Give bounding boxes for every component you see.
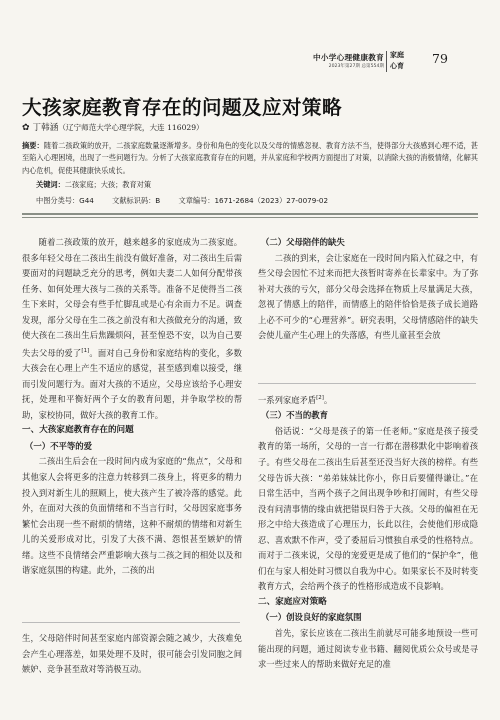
subsection-heading: （二）父母陪伴的缺失 — [261, 237, 345, 247]
paragraph: 二孩出生后会在一段时间内成为家庭的“焦点”，父母和其他家人会将更多的注意力转移到二孩身上，将更多的精力投入到对新生儿的照顾上，使大孩产生了被冷落的感觉。此外，在面对大孩的负面情绪和不当言行时，父母因家庭事务繁忙会出现一些不耐烦的情绪，这种不耐烦的情绪和对新生儿的关爱形成对比，引发了大孩不满、怨恨甚至嫉妒的情绪。这些不良情绪会严重影响大孩与二孩之间的相处以及和谐家庭氛围的构建。此外，二孩的出 — [22, 456, 242, 576]
keywords-text: 二孩家庭；大孩；教育对策 — [64, 180, 152, 189]
abstract-text: 随着二孩政策的放开，二孩家庭数量逐渐增多。身份和角色的变化以及父母的情感忽视、教育方法不当，使得部分大孩感到心理不适，甚至陷入心理困境，出现了一些问题行为。分析了大孩家庭教育存在的问题，并从家庭和学校两方面提出了对策，以消除大孩的消极情绪，化解其内心危机，促使其健康快乐成长。 — [22, 141, 478, 175]
column-separator — [258, 383, 476, 384]
subsection-heading: （一）创设良好的家庭氛围 — [261, 612, 362, 623]
paragraph: 随着二孩政策的放开，越来越多的家庭成为二孩家庭。很多年轻父母在二孩出生前没有做好准备，对二孩出生后需要面对的问题缺乏充分的思考，例如夫妻二人如何分配带孩任务、如何处理大孩与二孩的关系等。准备不足使得当二孩生下来时，父母会有些手忙脚乱或是心有余而力不足。调查发现，部分父母在生二孩之前没有和大孩做充分的沟通，致使大孩在二孩出生后焦躁烦闷，甚至惶恐不安，以为自己要失去父母的爱了[1]。面对自己身份和家庭结构的变化，多数大孩会在心理上产生不适应的感觉，甚至感到难以接受，继而引发问题行为。面对大孩的不适应，父母应该给予心理安抚，处理和平衡好两个子女的教育问题，并争取学校的帮助，家校协同，做好大孩的教育工作。 — [22, 237, 242, 420]
article-number: 文章编号：1671-2684（2023）27-0079-02 — [178, 196, 329, 205]
header-rule — [22, 213, 478, 215]
flower-icon: ✿ — [22, 123, 30, 133]
citation-ref: [1] — [81, 347, 90, 354]
article-title: 大孩家庭教育存在的问题及应对策略 — [22, 96, 343, 119]
journal-issue: 2023年第27期 总第554期 — [328, 64, 384, 69]
document-code: 文献标识码：B — [112, 196, 161, 205]
byline — [22, 121, 204, 133]
section-name: 家庭心育 — [390, 51, 404, 70]
abstract-label: 摘要： — [22, 141, 44, 150]
running-header — [285, 50, 480, 74]
subsection-heading: （三）不当的教育 — [261, 410, 328, 421]
author-name: 丁韩涵 — [32, 123, 59, 133]
clc-number: 中图分类号：G44 — [36, 196, 94, 205]
header-rule-thin — [22, 217, 478, 218]
header-divider — [386, 51, 387, 72]
citation-ref: [2] — [316, 395, 324, 401]
author-affiliation: （辽宁师范大学心理学院，大连 116029） — [58, 123, 204, 132]
subsection-heading: （一）不平等的爱 — [25, 440, 92, 451]
left-column — [22, 235, 242, 579]
right-column — [258, 235, 478, 344]
journal-name: 中小学心理健康教育 — [312, 53, 384, 62]
column-separator — [22, 622, 240, 623]
section-heading: 一、大孩家庭教育存在的问题 — [22, 425, 134, 436]
keywords — [36, 180, 151, 190]
abstract — [22, 140, 478, 177]
left-column-continued — [22, 631, 242, 678]
paragraph: 一系列家庭矛盾[2]。 — [258, 394, 333, 405]
section-heading: 二、家庭应对策略 — [258, 596, 327, 607]
article-metadata — [36, 196, 344, 206]
paragraph: 首先，家长应该在二孩出生前就尽可能多地预设一些可能出现的问题，通过阅读专业书籍、翻阅优质公众号或是寻求一些过来人的帮助来做好充足的准 — [258, 627, 478, 670]
paragraph: 俗话说：“父母是孩子的第一任老师。”家庭是孩子接受教育的第一场所，父母的一言一行都在潜移默化中影响着孩子。有些父母在二孩出生后甚至还没当好大孩的榜样。有些父母告诉大孩：“弟弟妹妹比你小，你日后要懂得谦让。”在日常生活中，当两个孩子之间出现争吵和打闹时，有些父母没有问清事情的缘由就把错误归咎于大孩。父母的偏袒在无形之中给大孩造成了心理压力，长此以往，会使他们形成隐忍、喜欢默不作声，受了委屈后习惯独自承受的性格特点。而对于二孩来说，父母的宠爱更是成了他们的“保护伞”，他们在与家人相处时习惯以自我为中心。如果家长不及时转变教育方式，会给两个孩子的性格形成造成不良影响。 — [258, 425, 478, 592]
right-column-continued — [258, 391, 478, 673]
page-number: 79 — [432, 51, 448, 66]
paragraph: 生，父母陪伴时间甚至家庭内部资源会随之减少，大孩难免会产生心理落差，如果处理不及时，很可能会引发同胞之间嫉妒、竞争甚至敌对等消极互动。 — [22, 633, 242, 675]
keywords-label: 关键词： — [36, 180, 65, 189]
paragraph: 二孩的到来，会让家庭在一段时间内陷入忙碌之中，有些父母会因忙不过来而把大孩暂时寄养在长辈家中。为了弥补对大孩的亏欠，部分父母会选择在物质上尽量满足大孩，忽视了情感上的陪伴，而情感上的陪伴恰恰是孩子成长道路上必不可少的“心理营养”。研究表明，父母情感陪伴的缺失会使儿童产生心理上的失落感，有些儿童甚至会放 — [258, 252, 478, 341]
